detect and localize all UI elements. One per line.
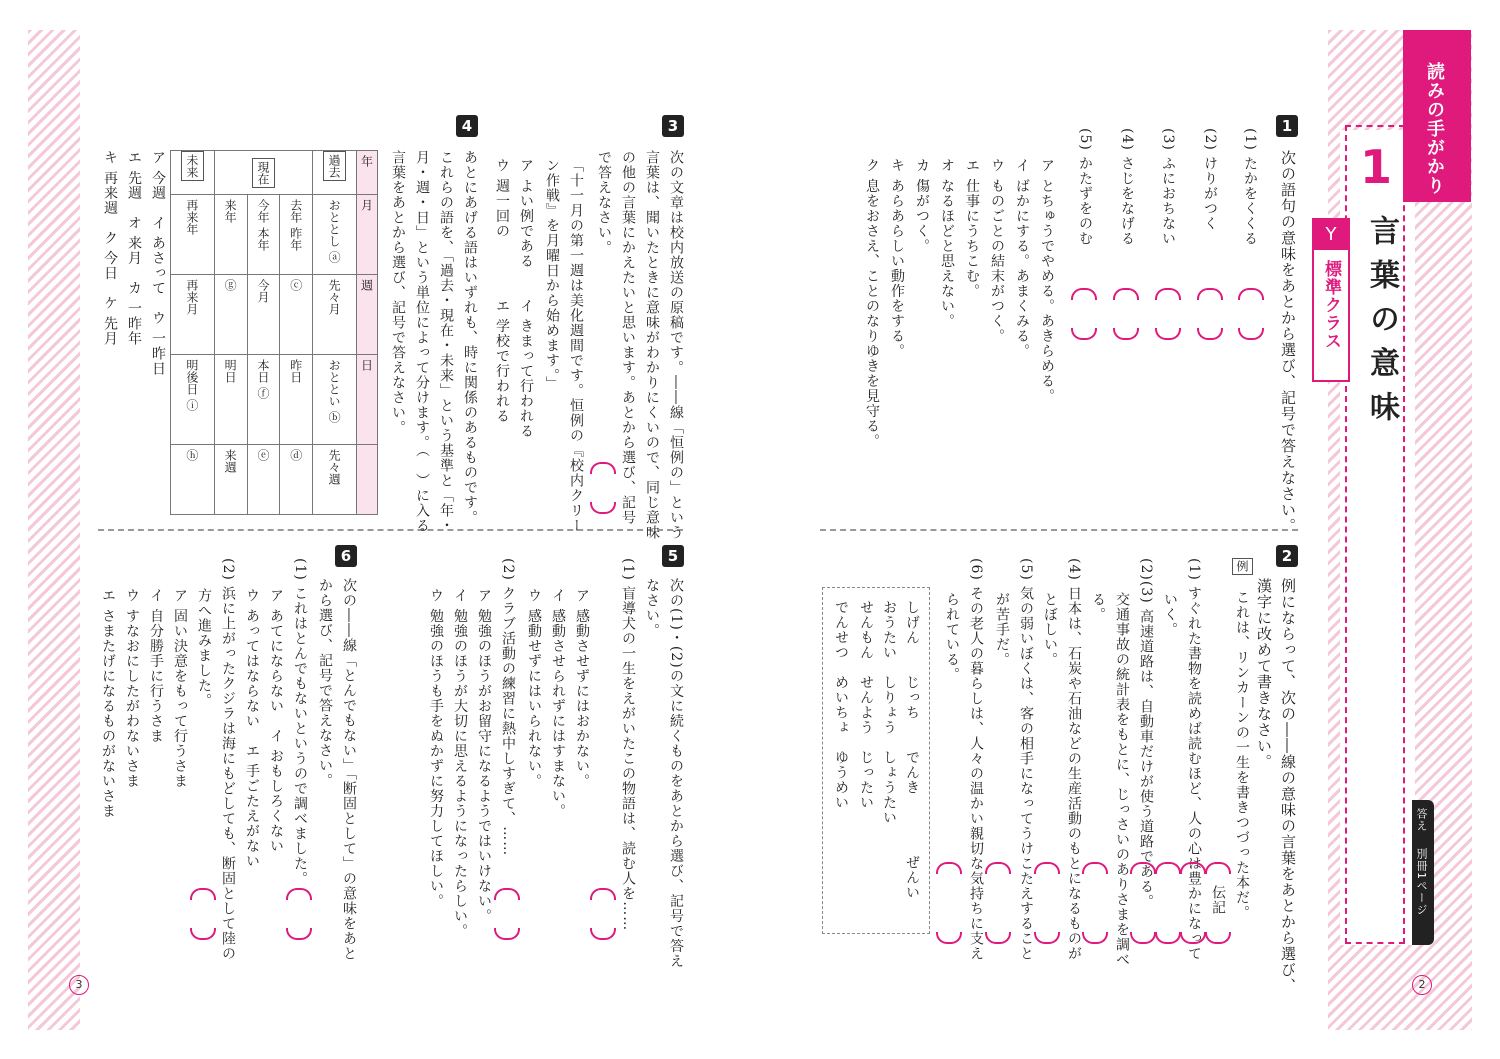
w-2[interactable] xyxy=(247,445,280,515)
col-header-week xyxy=(357,275,378,355)
axis-past-cell xyxy=(313,151,357,195)
m-4 xyxy=(171,275,215,355)
q1-item-3: (3) ふにおちない xyxy=(1160,128,1176,247)
q1-item-5: (5) かたずをのむ xyxy=(1077,128,1093,247)
w-3 xyxy=(214,445,247,515)
q3-answer[interactable] xyxy=(590,462,612,514)
cell-ashita: 明日 xyxy=(223,359,238,383)
r-future-1 xyxy=(214,195,247,275)
q3-line-4: で答えなさい。 xyxy=(596,150,612,255)
q5-number: 5 xyxy=(662,545,684,567)
q6-line-3: (1) これはとんでもないというので調べました。 xyxy=(292,558,308,887)
d-3 xyxy=(214,355,247,445)
left-margin-stripe xyxy=(28,30,80,1030)
d-0 xyxy=(313,355,357,445)
q1-answer-4[interactable] xyxy=(1113,288,1135,340)
q1-item-2: (2) けりがつく xyxy=(1202,128,1218,232)
answer-label: 答え xyxy=(1415,808,1428,832)
q1-prompt: 次の語句の意味をあとから選び、記号で答えなさい。 xyxy=(1279,150,1297,534)
cell-c: ⓒ xyxy=(288,279,303,291)
q4-line-2: これらの語を、「過去・現在・未来」という基準と「年・ xyxy=(438,150,454,533)
q1-choice-u: ウ ものごとの結末がつく。 xyxy=(989,158,1005,344)
col-header-blank xyxy=(357,445,378,515)
cell-asatte: 明後日 ⓘ xyxy=(184,359,199,411)
q2-line-1: (1) すぐれた書物を読めば読むほど、人の心は豊かになって xyxy=(1186,558,1202,962)
side-band xyxy=(1403,30,1471,202)
q4-time-table xyxy=(170,150,378,515)
lesson-title: 言葉の意味 xyxy=(1364,215,1399,435)
page-number-left: 3 xyxy=(69,975,89,995)
q2-line-6: (4) 日本は、石炭や石油などの生産活動のもとになるものが xyxy=(1066,558,1082,962)
w-4[interactable] xyxy=(171,445,215,515)
q2-answer-4[interactable] xyxy=(1082,862,1104,944)
q5-line-8: ア 勉強のほうがお留守になるようではいけない。 xyxy=(476,588,492,924)
answer-tab xyxy=(1412,800,1434,945)
q2-example-answer: 伝記 xyxy=(1210,885,1226,915)
lesson-number: 1 xyxy=(1360,140,1393,194)
d-1 xyxy=(280,355,313,445)
axis-arrow-cell xyxy=(214,151,312,195)
divider-right xyxy=(820,529,1298,531)
q6-line-9: イ 自分勝手に行うさま xyxy=(148,588,164,744)
q3-line-6: ン作戦』を月曜日から始めます。」 xyxy=(544,158,560,391)
axis-future: 未来 xyxy=(181,151,204,181)
cell-kongetsu: 今月 xyxy=(255,279,270,303)
cell-g: ⓖ xyxy=(223,279,238,291)
answer-ref: 別冊1ページ xyxy=(1415,848,1428,916)
q2-answer-7[interactable] xyxy=(936,862,958,944)
cell-ototoshi: おととし ⓐ xyxy=(327,199,342,263)
q4-number: 4 xyxy=(456,115,478,137)
w-1[interactable] xyxy=(280,445,313,515)
header-day: 日 xyxy=(359,359,374,371)
q2-word-col-2: おうたい しりょう しょうたい xyxy=(881,600,897,825)
col-header-year xyxy=(357,151,378,195)
q5-line-5: イ 感動させられずにはすまない。 xyxy=(550,588,566,819)
q2-line-4: 交通事故の統計表をもとに、じっさいのありさまを調べ xyxy=(1114,592,1130,967)
col-header-day xyxy=(357,355,378,445)
q3-line-3: の他の言葉にかえたいと思います。あとから選び、記号 xyxy=(620,150,636,525)
cell-kyonen: 去年 昨年 xyxy=(288,199,303,251)
q1-answer-3[interactable] xyxy=(1155,288,1177,340)
q6-line-7: 方へ進みました。 xyxy=(196,588,212,708)
header-month: 月 xyxy=(359,199,374,211)
q1-choice-i: イ ばかにする。あまくみる。 xyxy=(1014,158,1030,359)
q2-line-11: られている。 xyxy=(944,592,960,682)
q5-line-4: ア 感動させずにはおかない。 xyxy=(574,588,590,789)
m-1[interactable] xyxy=(280,275,313,355)
q1-choice-e: エ 仕事にうちこむ。 xyxy=(964,158,980,299)
q5-line-3: (1) 盲導犬の一生をえがいたこの物語は、読む人を…… xyxy=(620,558,636,932)
page-number-right: 2 xyxy=(1412,975,1432,995)
q1-choice-a: ア とちゅうでやめる。あきらめる。 xyxy=(1039,158,1055,404)
q5-line-9: イ 勉強のほうが大切に思えるようになったらしい。 xyxy=(452,588,468,939)
q2-number: 2 xyxy=(1276,545,1298,567)
q2-answer-6[interactable] xyxy=(985,862,1007,944)
q6-answer-1[interactable] xyxy=(286,888,308,940)
q1-answer-2[interactable] xyxy=(1197,288,1219,340)
r-future-0 xyxy=(171,195,215,275)
q6-answer-2[interactable] xyxy=(190,888,212,940)
header-year: 年 xyxy=(359,155,374,167)
q1-answer-5[interactable] xyxy=(1071,288,1093,340)
class-label-box xyxy=(1312,218,1350,382)
cell-h: ⓗ xyxy=(184,449,199,461)
d-4 xyxy=(171,355,215,445)
q5-line-6: ウ 感動せずにはいられない。 xyxy=(526,588,542,789)
q3-line-7: ア よい例である イ きまって行われる xyxy=(518,158,534,439)
q2-line-2: いく。 xyxy=(1162,592,1178,637)
m-3[interactable] xyxy=(214,275,247,355)
r-now xyxy=(247,195,280,275)
q3-line-8: ウ 週一回の エ 学校で行われる xyxy=(494,158,510,424)
q6-line-6: (2) 浜に上がったクジラは海にもどしても、断固として陸の xyxy=(220,558,236,962)
q4-choices-2: エ 先週 オ 来月 カ 一昨年 xyxy=(126,150,142,347)
q2-line-8: (5) 気の弱いぼくは、客の相手になってうけこたえすること xyxy=(1018,558,1034,962)
q1-choice-ku: ク 息をおさえ、ことのなりゆきを見守る。 xyxy=(864,158,880,449)
q5-line-1: 次の(1)・(2)の文に続くものをあとから選び、記号で答え xyxy=(668,578,684,969)
q5-answer-1[interactable] xyxy=(590,888,612,940)
cell-ototoi: おととい ⓑ xyxy=(327,359,342,423)
q6-line-4: ア あてにならない イ おもしろくない xyxy=(268,588,284,854)
cell-saraigetsu: 再来月 xyxy=(184,279,199,315)
q2-example-paren xyxy=(1205,862,1227,944)
side-band-title: 読みの手がかり xyxy=(1424,62,1445,195)
q6-line-11: エ さまたげになるものがないさま xyxy=(100,588,116,819)
axis-past: 過去 xyxy=(323,151,346,181)
q3-number: 3 xyxy=(662,115,684,137)
col-header-month xyxy=(357,195,378,275)
q6-number: 6 xyxy=(335,545,357,567)
cell-sensenshu: 先々週 xyxy=(327,449,342,485)
q2-line-10: (6) その老人の暮らしは、人々の温かい親切な気持ちに支え xyxy=(968,558,984,962)
q2-word-col-3: せんもん せんよう じったい xyxy=(858,600,874,810)
q2-line-7: とぼしい。 xyxy=(1042,592,1058,667)
q1-choice-ka: カ 傷がつく。 xyxy=(914,158,930,254)
q2-prompt-b: 漢字に改めて書きなさい。 xyxy=(1255,578,1273,770)
q2-answer-2[interactable] xyxy=(1155,862,1177,944)
q2-line-3: (2)(3) 高速道路は、自動車だけが使う道路である。 xyxy=(1138,558,1154,910)
q5-line-2: なさい。 xyxy=(644,578,660,638)
cell-raishu: 来週 xyxy=(223,449,238,473)
q4-line-1: あとにあげる語はいずれも、時に関係のあるものです。 xyxy=(462,150,478,525)
r-past-1 xyxy=(280,195,313,275)
q6-line-10: ウ すなおにしたがわないさま xyxy=(124,588,140,789)
q6-line-2: から選び、記号で答えなさい。 xyxy=(317,578,333,788)
q3-line-1: 次の文章は校内放送の原稿です。――線「恒例の」という xyxy=(668,150,684,540)
header-week: 週 xyxy=(359,279,374,291)
q2-prompt-a: 例にならって、次の――線の意味の言葉をあとから選び、 xyxy=(1279,578,1297,994)
q4-choices-3: キ 再来週 ク 今日 ケ 先月 xyxy=(102,150,118,347)
q4-choices-1: ア 今週 イ あさって ウ 一昨日 xyxy=(150,150,166,377)
w-0 xyxy=(313,445,357,515)
q2-answer-3[interactable] xyxy=(1130,862,1152,944)
q2-line-9: が苦手だ。 xyxy=(994,592,1010,667)
cell-kinou: 昨日 xyxy=(288,359,303,383)
cell-sensengetsu: 先々月 xyxy=(327,279,342,315)
q6-line-8: ア 固い決意をもって行うさま xyxy=(172,588,188,789)
q5-answer-2[interactable] xyxy=(494,888,516,940)
q1-item-1: (1) たかをくくる xyxy=(1242,128,1258,247)
q6-line-1: 次の――線「とんでもない」「断固として」の意味をあと xyxy=(341,578,357,961)
q1-item-4: (4) さじをなげる xyxy=(1119,128,1135,247)
q3-line-5: 「十一月の第一週は美化週間です。恒例の『校内クリー xyxy=(568,158,584,533)
q2-line-5: る。 xyxy=(1090,592,1106,622)
q6-line-5: ウ あってはならない エ 手ごたえがない xyxy=(244,588,260,869)
class-label: 標準クラス xyxy=(1321,260,1341,350)
axis-present: 現在 xyxy=(252,158,275,188)
cell-d: ⓓ xyxy=(288,449,303,461)
cell-kotoshi: 今年 本年 xyxy=(255,199,270,251)
r-past-0[interactable] xyxy=(313,195,357,275)
q1-number: 1 xyxy=(1276,115,1298,137)
q4-line-3: 月・週・日」という単位によって分けます。（ ）に入る xyxy=(414,150,430,533)
d-2 xyxy=(247,355,280,445)
q2-answer-5[interactable] xyxy=(1034,862,1056,944)
axis-future-cell xyxy=(171,151,215,195)
q5-line-7: (2) クラブ活動の練習に熱中しすぎて、…… xyxy=(500,558,516,857)
q2-word-col-4: でんせつ めいちょ ゆうめい xyxy=(833,600,849,810)
q2-word-col-1: しげん じっち でんき ぜんい xyxy=(904,600,920,900)
q2-answer-1[interactable] xyxy=(1180,862,1202,944)
cell-saraigen: 再来年 xyxy=(184,199,199,235)
cell-honjitsu: 本日 ⓕ xyxy=(255,359,270,399)
m-2 xyxy=(247,275,280,355)
q3-line-2: 言葉は、聞いたときに意味がわかりにくいので、同じ意味 xyxy=(644,150,660,540)
q4-line-4: 言葉をあとから選び、記号で答えなさい。 xyxy=(390,150,406,435)
q2-example-label: 例 xyxy=(1232,558,1253,575)
cell-e: ⓔ xyxy=(255,449,270,461)
m-0 xyxy=(313,275,357,355)
q1-choice-o: オ なるほどと思えない。 xyxy=(939,158,955,329)
q2-example: これは、リンカーンの一生を書きつづった本だ。 xyxy=(1234,590,1250,920)
class-icon: Y xyxy=(1314,220,1348,250)
divider-left xyxy=(98,529,683,531)
q1-answer-1[interactable] xyxy=(1238,288,1260,340)
q5-line-10: ウ 勉強のほうも手をぬかずに努力してほしい。 xyxy=(428,588,444,909)
q1-choice-ki: キ あらあらしい動作をする。 xyxy=(889,158,905,359)
cell-rainen: 来年 xyxy=(223,199,238,223)
